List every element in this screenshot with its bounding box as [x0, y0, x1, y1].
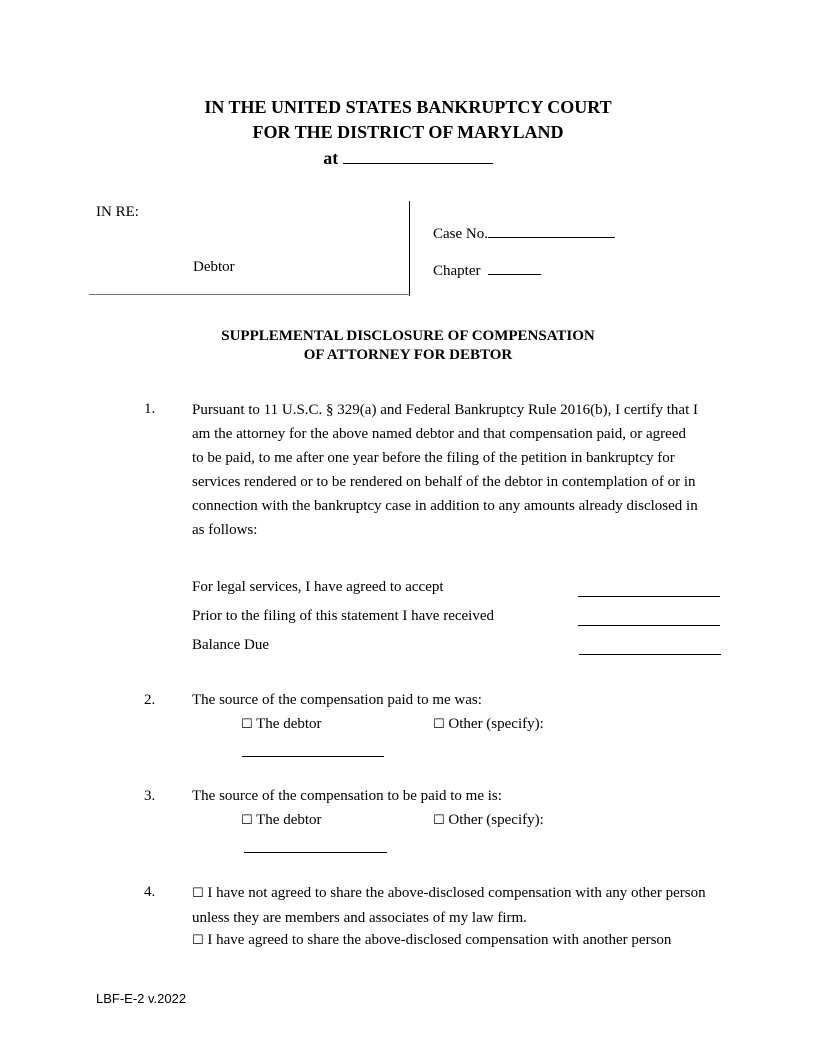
item3-debtor-option[interactable]	[241, 812, 322, 829]
item2-debtor-label: The debtor	[256, 716, 322, 732]
debtor-label: Debtor	[193, 259, 235, 275]
checkbox-icon[interactable]: ☐	[192, 886, 204, 901]
document-title-line2: OF ATTORNEY FOR DEBTOR	[303, 347, 513, 363]
item3-text: The source of the compensation to be paid to me is:	[192, 788, 502, 804]
item4-option-not-shared[interactable]	[192, 881, 720, 930]
checkbox-icon[interactable]: ☐	[241, 813, 253, 828]
item2-specify-blank[interactable]	[242, 756, 384, 757]
checkbox-icon[interactable]: ☐	[433, 813, 445, 828]
chapter-blank[interactable]	[488, 259, 541, 275]
item3-debtor-label: The debtor	[256, 812, 322, 828]
item3-other-label: Other (specify):	[448, 812, 544, 828]
fee-received-blank[interactable]	[578, 625, 720, 626]
item2-number: 2.	[144, 692, 156, 708]
checkbox-icon[interactable]: ☐	[192, 933, 204, 948]
caption-divider-vertical	[409, 201, 410, 296]
item4-option-shared[interactable]	[192, 932, 671, 949]
in-re-label: IN RE:	[96, 204, 139, 220]
case-number-field	[433, 222, 615, 243]
item3-number: 3.	[144, 788, 156, 804]
document-title-line1: SUPPLEMENTAL DISCLOSURE OF COMPENSATION	[221, 328, 595, 344]
fee-agreed-blank[interactable]	[578, 596, 720, 597]
case-number-label: Case No.	[433, 226, 488, 242]
item3-specify-blank[interactable]	[244, 852, 387, 853]
checkbox-icon[interactable]: ☐	[433, 717, 445, 732]
item2-text: The source of the compensation paid to me was:	[192, 692, 482, 708]
fee-agreed-label: For legal services, I have agreed to accept	[192, 579, 444, 595]
fee-received-label: Prior to the filing of this statement I have received	[192, 608, 494, 624]
balance-due-blank[interactable]	[579, 654, 721, 655]
item2-other-option[interactable]	[433, 716, 544, 733]
item4-not-shared-label: I have not agreed to share the above-disclosed compensation with any other person unless they are members and associates of my law firm.	[192, 885, 706, 926]
chapter-field	[433, 259, 541, 280]
court-location-line	[0, 148, 816, 169]
item2-other-label: Other (specify):	[448, 716, 544, 732]
location-blank[interactable]	[343, 148, 493, 164]
item3-other-option[interactable]	[433, 812, 544, 829]
chapter-label: Chapter	[433, 263, 481, 279]
item2-debtor-option[interactable]	[241, 716, 322, 733]
item1-number: 1.	[144, 401, 156, 417]
at-label: at	[323, 148, 339, 168]
balance-due-label: Balance Due	[192, 637, 270, 653]
item4-number: 4.	[144, 884, 156, 900]
court-heading-line2: FOR THE DISTRICT OF MARYLAND	[252, 122, 564, 142]
caption-divider-horizontal	[89, 294, 410, 295]
form-id-footer: LBF-E-2 v.2022	[96, 991, 187, 1006]
case-number-blank[interactable]	[488, 222, 615, 238]
item1-text: Pursuant to 11 U.S.C. § 329(a) and Federal Bankruptcy Rule 2016(b), I certify that I am the attorney for the above named debtor and that compensation paid, or agreed to be paid, to me after one year before the filing of the petition in bankruptcy for services rendered or to be rendered on behalf of the debtor in contemplation of or in connection with the bankruptcy case in addition to any amounts already disclosed in as follows:	[192, 402, 699, 538]
court-heading-line1: IN THE UNITED STATES BANKRUPTCY COURT	[204, 97, 612, 117]
checkbox-icon[interactable]: ☐	[241, 717, 253, 732]
item4-shared-label: I have agreed to share the above-disclosed compensation with another person	[207, 932, 672, 948]
